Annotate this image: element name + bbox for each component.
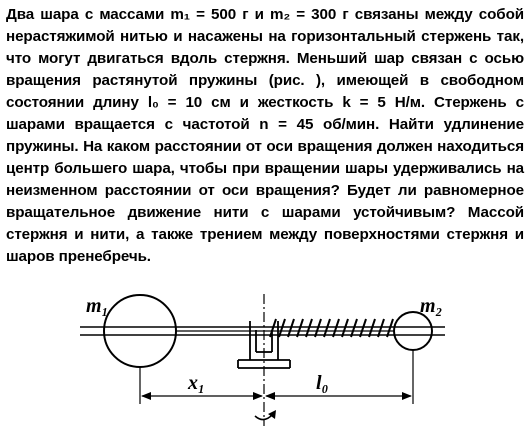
problem-line: Два шара с массами m₁ = 500 г и m₂ = 300 г связаны между собой — [6, 6, 524, 23]
small-ball — [394, 312, 432, 350]
label-m1: m₁ — [86, 295, 109, 317]
problem-line: вращения растянутой пружины (рис. ), имеющей в свободном — [6, 72, 524, 89]
label-m2: m₂ — [420, 295, 443, 317]
problem-line: шаров пренебречь. — [6, 248, 151, 265]
arrowhead — [265, 392, 275, 400]
problem-text — [6, 4, 524, 268]
problem-line: нерастяжимой нитью и насажены на горизонтальный стержень так, — [6, 28, 524, 45]
figure-rod-with-balls — [0, 286, 531, 434]
problem-line: пружины. На каком расстоянии от оси вращения должен находиться — [6, 138, 524, 155]
label-l0: l₀ — [316, 372, 329, 394]
arrowhead — [141, 392, 151, 400]
problem-line: вращательное движение нити с шарами устойчивым? Массой — [6, 204, 524, 221]
arrowhead — [402, 392, 412, 400]
problem-line: состоянии длину l₀ = 10 см и жесткость k = 5 Н/м. Стержень с — [6, 94, 524, 111]
big-ball — [104, 295, 176, 367]
problem-line: неизменном расстоянии от оси вращения? Будет ли равномерное — [6, 182, 524, 199]
problem-line: шарами вращается с частотой n = 45 об/мин. Найти удлинение — [6, 116, 524, 133]
problem-line: центр большего шара, чтобы при вращении шары удерживались на — [6, 160, 524, 177]
arrowhead — [253, 392, 263, 400]
problem-line: что могут двигаться вдоль стержня. Меньший шар связан с осью — [6, 50, 524, 67]
problem-line: стержня и нити, а также трением между поверхностями стержня и — [6, 226, 524, 243]
label-x1: x₁ — [188, 372, 205, 394]
